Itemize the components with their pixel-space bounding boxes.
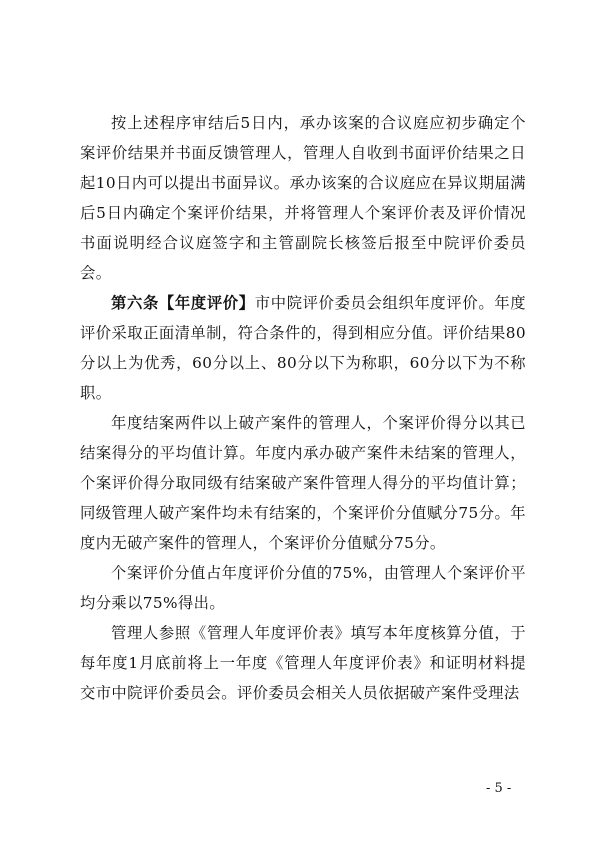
document-body (80, 108, 526, 708)
paragraph-text: 市中院评价委员会组织年度评价。年度评价采取正面清单制，符合条件的，得到相应分值。评价结果80分以上为优秀，60分以上、80分以下为称职，60分以下为不称职。 (80, 294, 526, 402)
paragraph-text: 个案评价分值占年度评价分值的75%，由管理人个案评价平均分乘以75%得出。 (80, 564, 526, 612)
paragraph-score-weight (80, 558, 526, 618)
paragraph-text: 按上述程序审结后5日内，承办该案的合议庭应初步确定个案评价结果并书面反馈管理人，管理人自收到书面评价结果之日起10日内可以提出书面异议。承办该案的合议庭应在异议期届满后5日内确定个案评价结果，并将管理人个案评价表及评价情况书面说明经合议庭签字和主管副院长核签后报至中院评价委员会。 (80, 114, 526, 282)
paragraph-article-six (80, 288, 526, 408)
paragraph-text: 年度结案两件以上破产案件的管理人，个案评价得分以其已结案得分的平均值计算。年度内承办破产案件未结案的管理人，个案评价得分取同级有结案破产案件管理人得分的平均值计算；同级管理人破产案件均未有结案的，个案评价分值赋分75分。年度内无破产案件的管理人，个案评价分值赋分75分。 (80, 414, 526, 552)
paragraph-annual-case-scoring (80, 408, 526, 558)
paragraph-text: 管理人参照《管理人年度评价表》填写本年度核算分值，于每年度1月底前将上一年度《管理人年度评价表》和证明材料提交市中院评价委员会。评价委员会相关人员依据破产案件受理法 (80, 624, 526, 702)
page-number: - 5 - (486, 781, 512, 796)
paragraph-submission (80, 618, 526, 708)
article-heading: 第六条【年度评价】 (111, 294, 255, 312)
paragraph-review-procedure (80, 108, 526, 288)
